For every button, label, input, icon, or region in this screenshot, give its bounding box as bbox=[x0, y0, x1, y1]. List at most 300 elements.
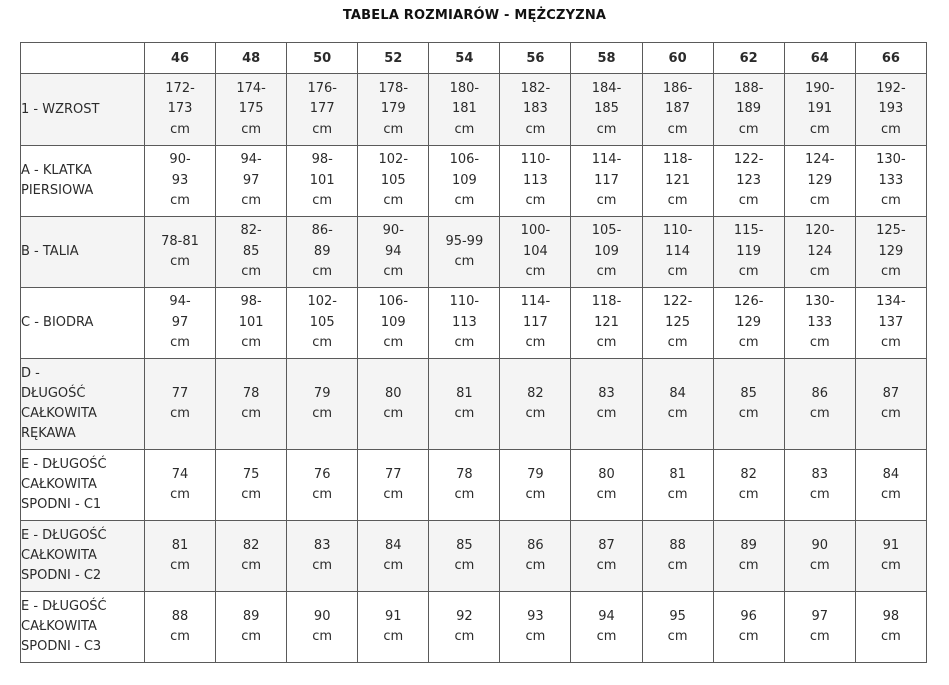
measurement-cell bbox=[855, 521, 926, 592]
measurement-line: 100- bbox=[520, 223, 551, 239]
measurement-line: 92 bbox=[456, 608, 473, 624]
measurement-cell bbox=[855, 288, 926, 359]
measurement-line: 84 bbox=[669, 385, 686, 401]
measurement-cell bbox=[784, 217, 855, 288]
row-label-line: CAŁKOWITA bbox=[21, 548, 97, 563]
row-label bbox=[21, 146, 145, 217]
measurement-line: 74 bbox=[171, 466, 189, 482]
measurement-line: cm bbox=[312, 629, 333, 644]
measurement-cell bbox=[500, 217, 571, 288]
measurement-line: 106- bbox=[449, 152, 480, 168]
measurement-line: 134- bbox=[876, 294, 906, 310]
row-label-line: D - bbox=[21, 366, 40, 381]
measurement-line: cm bbox=[383, 193, 404, 209]
measurement-line: 133 bbox=[878, 172, 904, 188]
measurement-line: cm bbox=[454, 406, 475, 421]
measurement-line: 89 bbox=[740, 537, 757, 553]
measurement-line: 105- bbox=[591, 223, 622, 239]
measurement-line: 133 bbox=[807, 314, 833, 330]
measurement-line: 172- bbox=[165, 80, 195, 96]
measurement-line: cm bbox=[241, 406, 262, 421]
measurement-line: cm bbox=[596, 406, 617, 421]
measurement-line: cm bbox=[667, 629, 688, 644]
measurement-line: 124 bbox=[807, 243, 833, 259]
measurement-line: 114- bbox=[591, 152, 622, 168]
measurement-line: cm bbox=[525, 406, 546, 421]
measurement-line: cm bbox=[241, 629, 262, 644]
measurement-line: cm bbox=[241, 121, 262, 137]
measurement-line: cm bbox=[170, 335, 190, 351]
measurement-line: cm bbox=[312, 335, 333, 351]
measurement-line: 193 bbox=[878, 101, 904, 117]
measurement-line: cm bbox=[383, 629, 404, 644]
row-label-line: PIERSIOWA bbox=[21, 183, 94, 198]
measurement-line: cm bbox=[312, 193, 333, 209]
measurement-line: cm bbox=[809, 193, 830, 209]
measurement-line: 126- bbox=[733, 294, 764, 310]
measurement-line: 90- bbox=[169, 152, 191, 168]
size-header-64: 64 bbox=[784, 43, 855, 74]
measurement-cell bbox=[855, 359, 926, 450]
size-header-62: 62 bbox=[713, 43, 784, 74]
measurement-line: 95 bbox=[669, 608, 686, 624]
measurement-cell bbox=[216, 217, 287, 288]
measurement-line: 129 bbox=[807, 172, 833, 188]
measurement-line: 118- bbox=[591, 294, 622, 310]
measurement-line: 137 bbox=[878, 314, 904, 330]
measurement-line: cm bbox=[241, 264, 262, 280]
measurement-line: 105 bbox=[380, 172, 406, 188]
measurement-line: 130- bbox=[876, 152, 906, 168]
measurement-cell bbox=[713, 74, 784, 146]
measurement-line: 188- bbox=[733, 80, 764, 96]
measurement-line: cm bbox=[809, 487, 830, 502]
measurement-cell bbox=[500, 74, 571, 146]
measurement-line: cm bbox=[738, 629, 759, 644]
measurement-line: cm bbox=[170, 193, 190, 209]
measurement-cell bbox=[500, 592, 571, 663]
measurement-line: 84 bbox=[385, 537, 402, 553]
row-label-line: E - DŁUGOŚĆ bbox=[21, 457, 107, 472]
size-header-60: 60 bbox=[642, 43, 713, 74]
measurement-line: cm bbox=[880, 487, 901, 502]
row-label bbox=[21, 450, 145, 521]
measurement-line: cm bbox=[383, 121, 404, 137]
row-label bbox=[21, 288, 145, 359]
measurement-line: 77 bbox=[385, 466, 402, 482]
measurement-line: 180- bbox=[449, 80, 480, 96]
row-label-line: E - DŁUGOŚĆ bbox=[21, 528, 107, 543]
measurement-cell bbox=[784, 146, 855, 217]
measurement-line: 93 bbox=[527, 608, 544, 624]
measurement-line: 82 bbox=[242, 537, 260, 553]
measurement-line: 125 bbox=[665, 314, 690, 330]
row-label-line: DŁUGOŚĆ bbox=[21, 386, 86, 401]
measurement-line: 90- bbox=[382, 223, 404, 239]
measurement-line: cm bbox=[738, 406, 759, 421]
measurement-line: 176- bbox=[307, 80, 337, 96]
measurement-line: 189 bbox=[736, 101, 762, 117]
measurement-line: cm bbox=[880, 193, 901, 209]
measurement-cell bbox=[713, 217, 784, 288]
row-label-line: E - DŁUGOŚĆ bbox=[21, 599, 107, 614]
measurement-line: 182- bbox=[520, 80, 551, 96]
measurement-line: cm bbox=[454, 487, 475, 502]
measurement-cell bbox=[571, 288, 642, 359]
measurement-cell bbox=[358, 521, 429, 592]
measurement-line: 109 bbox=[451, 172, 477, 188]
measurement-cell bbox=[571, 74, 642, 146]
measurement-line: cm bbox=[738, 335, 759, 351]
measurement-line: cm bbox=[383, 487, 404, 502]
table-row bbox=[21, 521, 927, 592]
measurement-line: cm bbox=[170, 558, 190, 573]
measurement-line: 124- bbox=[804, 152, 835, 168]
measurement-cell bbox=[287, 74, 358, 146]
table-row bbox=[21, 217, 927, 288]
measurement-line: 110- bbox=[662, 223, 693, 239]
measurement-cell bbox=[287, 450, 358, 521]
measurement-line: 174- bbox=[236, 80, 266, 96]
measurement-line: 109 bbox=[594, 243, 619, 259]
measurement-cell bbox=[642, 450, 713, 521]
measurement-line: 89 bbox=[242, 608, 260, 624]
measurement-cell bbox=[713, 450, 784, 521]
measurement-cell bbox=[855, 217, 926, 288]
measurement-line: 88 bbox=[669, 537, 686, 553]
measurement-line: cm bbox=[312, 121, 333, 137]
measurement-line: 104 bbox=[523, 243, 548, 259]
measurement-cell bbox=[429, 146, 500, 217]
row-label bbox=[21, 592, 145, 663]
measurement-line: 80 bbox=[598, 466, 615, 482]
measurement-line: 106- bbox=[378, 294, 409, 310]
measurement-line: 121 bbox=[665, 172, 690, 188]
measurement-line: 113 bbox=[523, 172, 548, 188]
measurement-line: cm bbox=[525, 264, 546, 280]
size-header-56: 56 bbox=[500, 43, 571, 74]
size-header-48: 48 bbox=[216, 43, 287, 74]
measurement-cell bbox=[145, 217, 216, 288]
measurement-line: cm bbox=[383, 335, 404, 351]
measurement-cell bbox=[500, 288, 571, 359]
measurement-line: 81 bbox=[669, 466, 686, 482]
measurement-cell bbox=[287, 592, 358, 663]
measurement-line: 94- bbox=[169, 294, 191, 310]
measurement-line: cm bbox=[667, 121, 688, 137]
measurement-line: 80 bbox=[385, 385, 402, 401]
measurement-line: cm bbox=[667, 193, 688, 209]
measurement-cell bbox=[358, 288, 429, 359]
measurement-line: cm bbox=[170, 629, 190, 644]
page-title: TABELA ROZMIARÓW - MĘŻCZYZNA bbox=[342, 8, 607, 23]
measurement-line: 120- bbox=[804, 223, 835, 239]
measurement-line: 183 bbox=[523, 101, 548, 117]
measurement-cell bbox=[784, 288, 855, 359]
measurement-cell bbox=[642, 288, 713, 359]
measurement-cell bbox=[855, 450, 926, 521]
measurement-cell bbox=[145, 146, 216, 217]
measurement-line: 192- bbox=[876, 80, 906, 96]
measurement-line: cm bbox=[596, 335, 617, 351]
measurement-line: cm bbox=[809, 406, 830, 421]
measurement-line: 123 bbox=[736, 172, 762, 188]
measurement-cell bbox=[784, 359, 855, 450]
measurement-line: cm bbox=[596, 264, 617, 280]
measurement-line: 88 bbox=[171, 608, 189, 624]
measurement-line: 121 bbox=[594, 314, 619, 330]
row-label bbox=[21, 74, 145, 146]
measurement-line: cm bbox=[312, 264, 333, 280]
measurement-cell bbox=[358, 217, 429, 288]
measurement-line: 181 bbox=[451, 101, 477, 117]
measurement-line: 191 bbox=[807, 101, 833, 117]
measurement-cell bbox=[145, 521, 216, 592]
measurement-cell bbox=[429, 217, 500, 288]
measurement-line: cm bbox=[525, 121, 546, 137]
measurement-line: 115- bbox=[733, 223, 764, 239]
measurement-cell bbox=[642, 359, 713, 450]
measurement-cell bbox=[713, 146, 784, 217]
measurement-line: 96 bbox=[740, 608, 757, 624]
measurement-line: 190- bbox=[804, 80, 835, 96]
measurement-line: cm bbox=[809, 629, 830, 644]
measurement-line: cm bbox=[312, 558, 333, 573]
measurement-line: 86- bbox=[311, 223, 333, 239]
row-label-line: 1 - WZROST bbox=[21, 101, 100, 117]
measurement-cell bbox=[571, 450, 642, 521]
measurement-line: 82 bbox=[527, 385, 544, 401]
row-label-line: C - BIODRA bbox=[21, 315, 94, 330]
measurement-line: cm bbox=[454, 558, 475, 573]
measurement-line: 89 bbox=[313, 243, 331, 259]
measurement-cell bbox=[784, 450, 855, 521]
measurement-line: cm bbox=[241, 335, 262, 351]
measurement-line: 185 bbox=[594, 101, 619, 117]
table-row bbox=[21, 450, 927, 521]
measurement-line: 187 bbox=[665, 101, 690, 117]
measurement-line: 101 bbox=[309, 172, 335, 188]
row-label-line: SPODNI - C2 bbox=[21, 568, 102, 583]
measurement-line: 117 bbox=[594, 172, 619, 188]
measurement-line: cm bbox=[170, 121, 190, 137]
measurement-cell bbox=[287, 521, 358, 592]
measurement-cell bbox=[429, 288, 500, 359]
measurement-line: 91 bbox=[385, 608, 402, 624]
measurement-line: cm bbox=[880, 335, 901, 351]
measurement-line: 119 bbox=[736, 243, 762, 259]
table-row bbox=[21, 146, 927, 217]
measurement-line: 101 bbox=[238, 314, 264, 330]
row-label bbox=[21, 521, 145, 592]
measurement-cell bbox=[642, 74, 713, 146]
measurement-line: cm bbox=[241, 193, 262, 209]
measurement-line: 97 bbox=[811, 608, 829, 624]
measurement-line: 77 bbox=[171, 385, 189, 401]
measurement-line: cm bbox=[525, 629, 546, 644]
measurement-line: cm bbox=[738, 264, 759, 280]
measurement-line: cm bbox=[170, 487, 190, 502]
table-row bbox=[21, 359, 927, 450]
measurement-cell bbox=[429, 592, 500, 663]
measurement-cell bbox=[287, 217, 358, 288]
measurement-line: 129 bbox=[736, 314, 762, 330]
row-label bbox=[21, 359, 145, 450]
measurement-cell bbox=[429, 521, 500, 592]
measurement-line: 83 bbox=[598, 385, 615, 401]
measurement-line: cm bbox=[170, 406, 190, 421]
measurement-cell bbox=[784, 521, 855, 592]
size-header-58: 58 bbox=[571, 43, 642, 74]
measurement-line: cm bbox=[312, 406, 333, 421]
measurement-line: cm bbox=[383, 558, 404, 573]
measurement-line: 98- bbox=[311, 152, 333, 168]
measurement-line: 94- bbox=[240, 152, 262, 168]
measurement-cell bbox=[216, 146, 287, 217]
measurement-line: cm bbox=[525, 193, 546, 209]
measurement-cell bbox=[145, 592, 216, 663]
measurement-line: cm bbox=[738, 121, 759, 137]
measurement-line: 87 bbox=[598, 537, 615, 553]
measurement-line: cm bbox=[525, 487, 546, 502]
row-label-line: CAŁKOWITA bbox=[21, 406, 97, 421]
measurement-line: 125- bbox=[876, 223, 906, 239]
measurement-line: 79 bbox=[313, 385, 331, 401]
measurement-cell bbox=[642, 217, 713, 288]
measurement-cell bbox=[145, 74, 216, 146]
measurement-line: 178- bbox=[378, 80, 409, 96]
measurement-line: 118- bbox=[662, 152, 693, 168]
measurement-line: 84 bbox=[882, 466, 900, 482]
header-row bbox=[21, 43, 927, 74]
measurement-line: 78 bbox=[242, 385, 260, 401]
measurement-line: 90 bbox=[811, 537, 829, 553]
measurement-line: 114- bbox=[520, 294, 551, 310]
measurement-line: 93 bbox=[171, 172, 189, 188]
measurement-line: 177 bbox=[309, 101, 335, 117]
measurement-cell bbox=[855, 74, 926, 146]
measurement-cell bbox=[571, 521, 642, 592]
measurement-cell bbox=[784, 74, 855, 146]
measurement-line: cm bbox=[880, 121, 901, 137]
measurement-line: 184- bbox=[591, 80, 622, 96]
measurement-line: cm bbox=[880, 558, 901, 573]
measurement-cell bbox=[500, 450, 571, 521]
measurement-cell bbox=[571, 146, 642, 217]
measurement-line: 95-99 bbox=[445, 233, 484, 249]
measurement-line: 75 bbox=[242, 466, 260, 482]
measurement-cell bbox=[642, 146, 713, 217]
measurement-cell bbox=[287, 359, 358, 450]
measurement-line: cm bbox=[809, 264, 830, 280]
measurement-line: 85 bbox=[456, 537, 473, 553]
measurement-cell bbox=[145, 288, 216, 359]
measurement-line: cm bbox=[596, 558, 617, 573]
measurement-line: cm bbox=[880, 629, 901, 644]
measurement-line: 82 bbox=[740, 466, 757, 482]
measurement-line: cm bbox=[454, 254, 475, 269]
measurement-line: cm bbox=[241, 487, 262, 502]
measurement-cell bbox=[429, 450, 500, 521]
measurement-line: cm bbox=[383, 406, 404, 421]
measurement-line: 81 bbox=[456, 385, 473, 401]
measurement-line: cm bbox=[809, 335, 830, 351]
measurement-line: 98 bbox=[882, 608, 900, 624]
measurement-line: 113 bbox=[451, 314, 477, 330]
measurement-cell bbox=[642, 521, 713, 592]
measurement-cell bbox=[429, 74, 500, 146]
measurement-line: 79 bbox=[527, 466, 544, 482]
measurement-line: 78 bbox=[456, 466, 473, 482]
measurement-line: 179 bbox=[380, 101, 406, 117]
measurement-line: cm bbox=[170, 254, 190, 269]
row-label bbox=[21, 217, 145, 288]
measurement-line: cm bbox=[454, 193, 475, 209]
measurement-cell bbox=[713, 359, 784, 450]
measurement-line: 129 bbox=[878, 243, 904, 259]
measurement-cell bbox=[216, 521, 287, 592]
measurement-cell bbox=[713, 592, 784, 663]
measurement-line: cm bbox=[667, 487, 688, 502]
size-header-52: 52 bbox=[358, 43, 429, 74]
measurement-line: cm bbox=[596, 193, 617, 209]
measurement-line: 114 bbox=[665, 243, 690, 259]
measurement-line: 81 bbox=[171, 537, 189, 553]
measurement-cell bbox=[358, 592, 429, 663]
measurement-line: 86 bbox=[527, 537, 544, 553]
measurement-line: 97 bbox=[171, 314, 189, 330]
row-label-line: SPODNI - C1 bbox=[21, 497, 102, 512]
measurement-line: 102- bbox=[378, 152, 409, 168]
measurement-line: cm bbox=[525, 558, 546, 573]
size-header-50: 50 bbox=[287, 43, 358, 74]
measurement-cell bbox=[571, 359, 642, 450]
row-label-line: CAŁKOWITA bbox=[21, 619, 97, 634]
measurement-line: 85 bbox=[740, 385, 757, 401]
measurement-line: 130- bbox=[804, 294, 835, 310]
measurement-line: 105 bbox=[309, 314, 335, 330]
measurement-line: cm bbox=[809, 558, 830, 573]
measurement-line: 117 bbox=[523, 314, 548, 330]
measurement-cell bbox=[216, 359, 287, 450]
measurement-cell bbox=[145, 450, 216, 521]
measurement-line: cm bbox=[738, 193, 759, 209]
measurement-line: cm bbox=[667, 335, 688, 351]
measurement-line: cm bbox=[738, 558, 759, 573]
measurement-line: 78-81 bbox=[161, 233, 199, 249]
table-row bbox=[21, 74, 927, 146]
measurement-line: cm bbox=[525, 335, 546, 351]
measurement-line: 91 bbox=[882, 537, 900, 553]
measurement-cell bbox=[358, 450, 429, 521]
measurement-cell bbox=[713, 521, 784, 592]
measurement-cell bbox=[642, 592, 713, 663]
row-label-line: RĘKAWA bbox=[21, 426, 76, 441]
row-label-line: CAŁKOWITA bbox=[21, 477, 97, 492]
measurement-line: 186- bbox=[662, 80, 693, 96]
measurement-cell bbox=[784, 592, 855, 663]
measurement-line: 97 bbox=[242, 172, 260, 188]
measurement-line: cm bbox=[454, 121, 475, 137]
measurement-line: cm bbox=[596, 629, 617, 644]
measurement-cell bbox=[500, 146, 571, 217]
measurement-cell bbox=[429, 359, 500, 450]
row-label-line: B - TALIA bbox=[21, 244, 79, 259]
measurement-line: 110- bbox=[449, 294, 480, 310]
measurement-line: cm bbox=[241, 558, 262, 573]
measurement-line: 76 bbox=[313, 466, 331, 482]
measurement-line: cm bbox=[880, 406, 901, 421]
